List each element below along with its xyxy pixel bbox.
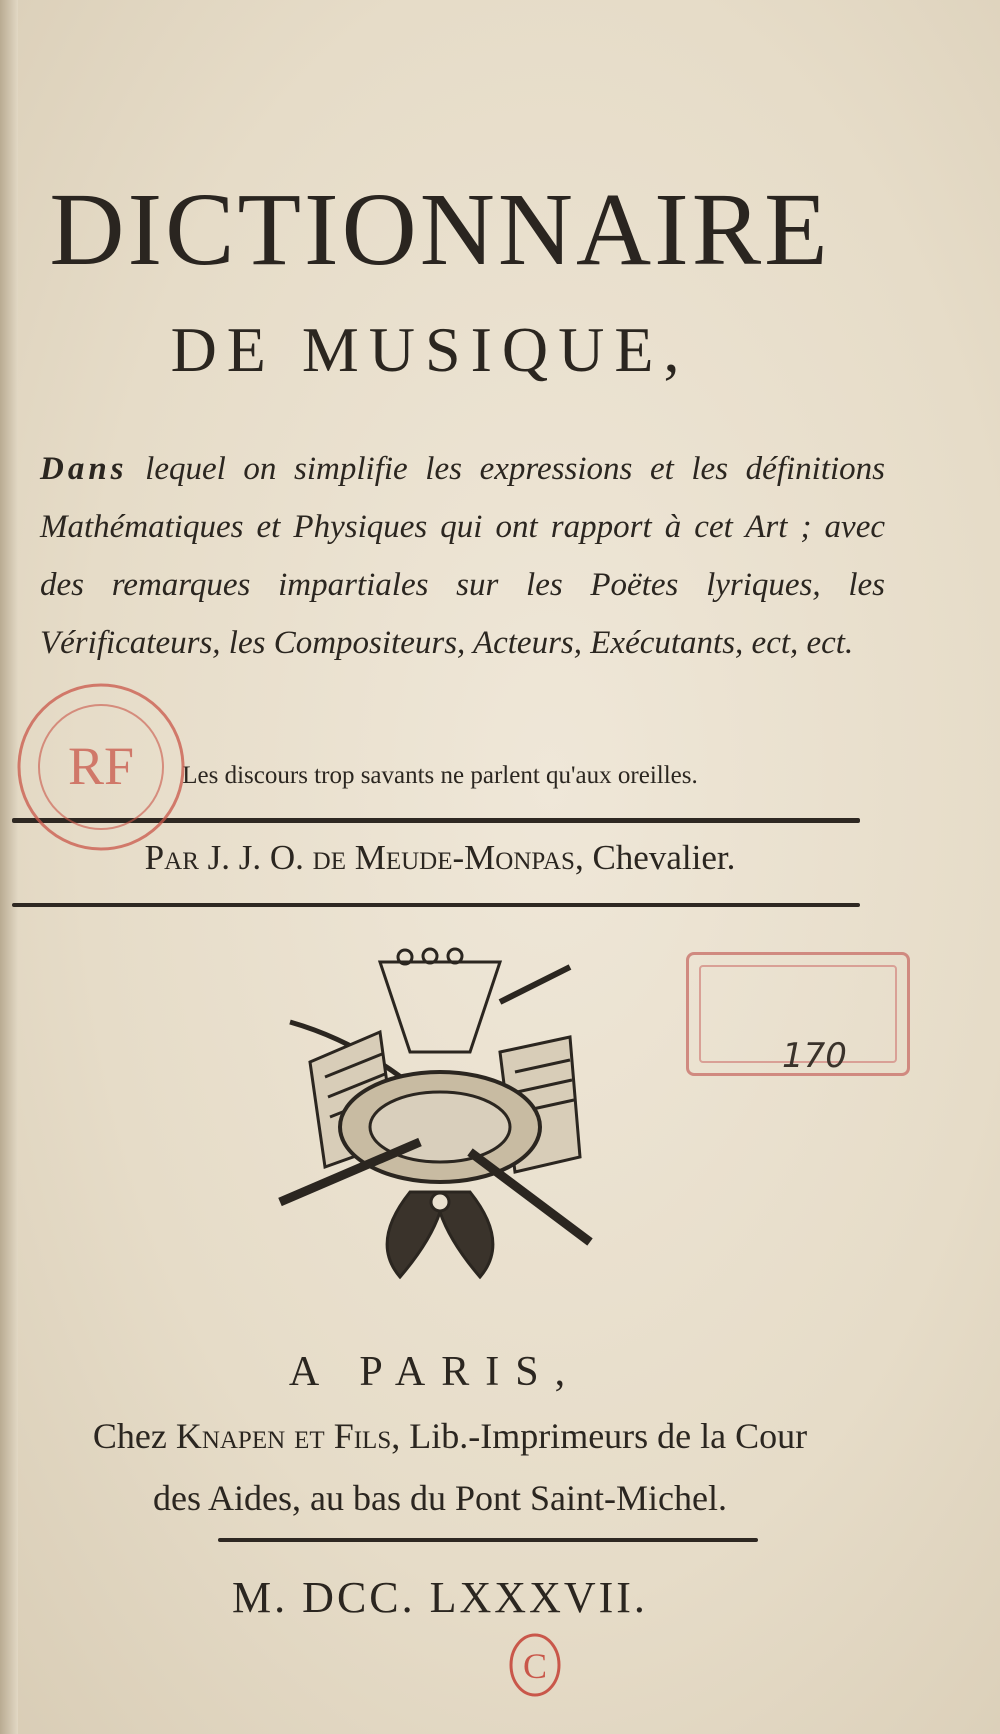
copyright-stamp-icon bbox=[505, 1630, 565, 1700]
author-prefix: Par bbox=[144, 838, 199, 877]
publisher-prefix: Chez bbox=[92, 1416, 167, 1456]
shelf-number: 170 bbox=[782, 1036, 847, 1076]
book-subtitle: DE MUSIQUE, bbox=[170, 314, 690, 385]
library-stamp bbox=[6, 672, 196, 862]
author-name: J. J. O. de Meude-Monpas, bbox=[207, 838, 584, 877]
copyright-symbol: C bbox=[522, 1646, 548, 1686]
library-stamp-text: RF bbox=[67, 736, 135, 796]
musical-instruments-vignette-icon bbox=[270, 942, 610, 1292]
publication-year: M. DCC. LXXXVII. bbox=[232, 1573, 648, 1622]
publisher-line bbox=[0, 1415, 900, 1457]
publisher-rest: Lib.-Imprimeurs de la Cour bbox=[409, 1416, 808, 1456]
divider-rule-imprint bbox=[218, 1538, 758, 1542]
imprint-place: A PARIS, bbox=[288, 1349, 582, 1395]
publisher-address: des Aides, au bas du Pont Saint-Michel. bbox=[153, 1478, 727, 1518]
author-title: Chevalier. bbox=[592, 838, 736, 877]
motto: Les discours trop savants ne parlent qu'aux oreilles. bbox=[182, 762, 698, 789]
publisher-name: Knapen et Fils, bbox=[175, 1416, 401, 1456]
book-title: DICTIONNAIRE bbox=[49, 172, 831, 287]
description-text: lequel on simplifie les expressions et les définitions Mathématiques et Physiques qui ont rapport à cet Art ; avec des remarques impartiales sur les Poëtes lyriques, les Vérificateurs, les Compositeurs, Acteurs, Exécutants, ect, ect. bbox=[40, 451, 886, 661]
description-paragraph bbox=[40, 440, 885, 672]
divider-rule-bottom bbox=[12, 903, 860, 907]
description-lead: Dans bbox=[40, 451, 128, 487]
